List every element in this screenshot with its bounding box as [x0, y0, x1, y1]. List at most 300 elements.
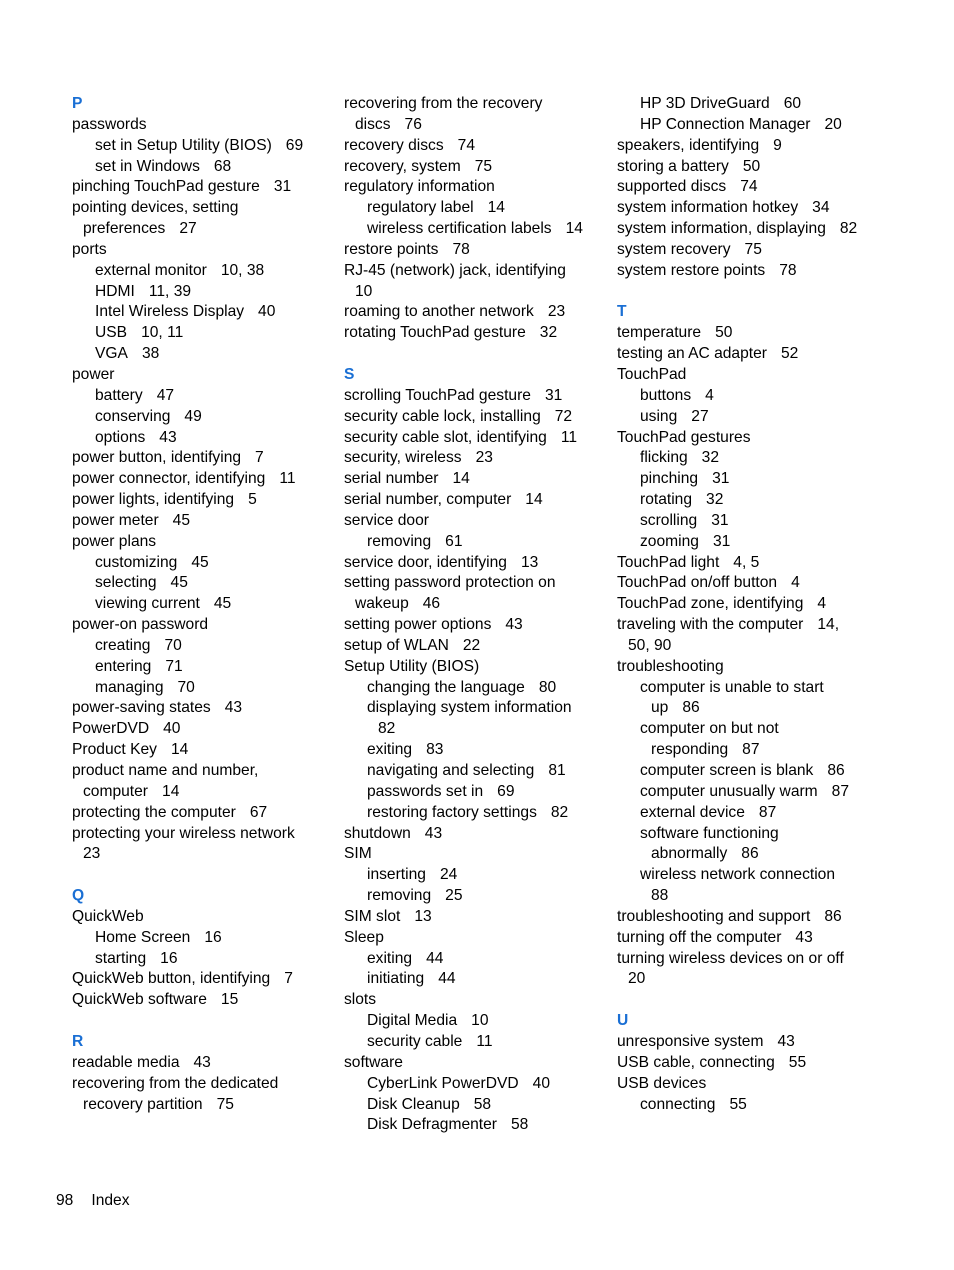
index-term: changing the language — [367, 678, 525, 696]
page-reference: 75 — [216, 1095, 234, 1113]
index-entry — [344, 928, 616, 949]
index-subentry — [617, 1095, 897, 1116]
index-term: TouchPad light — [617, 553, 720, 571]
index-subentry — [617, 761, 897, 782]
index-entry — [344, 177, 616, 198]
index-entry — [617, 323, 897, 344]
index-entry — [617, 219, 897, 240]
index-term: security cable — [367, 1032, 463, 1050]
index-term: selecting — [95, 574, 157, 592]
page-reference: 86 — [741, 845, 759, 863]
index-column-1 — [72, 94, 344, 1115]
index-subentry — [72, 261, 344, 282]
index-subentry — [344, 949, 616, 970]
index-term: turning off the computer — [617, 928, 782, 946]
page-reference: 87 — [758, 803, 777, 821]
page-reference: 43 — [159, 428, 177, 446]
page-reference: 43 — [795, 928, 813, 946]
page-reference: 45 — [191, 553, 209, 571]
index-subentry — [344, 782, 616, 803]
page-reference: 32 — [539, 324, 558, 342]
index-term: product name and number, — [72, 762, 259, 779]
index-subentry — [617, 386, 897, 407]
index-term: shutdown — [344, 824, 411, 842]
index-term: PowerDVD — [72, 720, 150, 738]
page-reference: 45 — [170, 574, 188, 592]
index-subentry — [72, 157, 344, 178]
index-term: HDMI — [95, 282, 135, 300]
index-entry — [344, 302, 616, 323]
index-subentry — [344, 969, 616, 990]
page-reference: 74 — [740, 178, 758, 196]
page-reference: 45 — [213, 595, 232, 613]
page-reference: 23 — [475, 449, 493, 467]
index-term: system restore points — [617, 261, 766, 279]
index-entry — [344, 157, 616, 178]
index-term: power — [72, 365, 115, 383]
index-subentry — [72, 678, 344, 699]
page-reference: 43 — [193, 1053, 211, 1071]
index-entry-continuation — [617, 886, 897, 907]
index-entry-continuation — [72, 219, 344, 240]
index-term: software — [344, 1053, 403, 1071]
index-entry — [617, 1074, 897, 1095]
index-term: recovering from the dedicated — [72, 1074, 279, 1092]
page-reference: 7 — [255, 449, 264, 467]
page-reference: 49 — [184, 407, 202, 425]
index-subentry — [617, 511, 897, 532]
index-term: wireless network connection — [640, 866, 836, 884]
index-term: customizing — [95, 553, 178, 571]
index-term: discs — [355, 115, 391, 133]
index-term: security cable lock, installing — [344, 407, 541, 425]
page-reference: 10, 11 — [141, 324, 184, 342]
index-term: temperature — [617, 324, 702, 342]
index-term: removing — [367, 532, 432, 550]
page-number: 98 — [56, 1192, 74, 1209]
index-entry — [617, 553, 897, 574]
index-entry — [617, 198, 897, 219]
index-entry-continuation — [617, 740, 897, 761]
index-term: traveling with the computer — [617, 616, 804, 634]
index-entry — [617, 573, 897, 594]
index-letter-heading: U — [617, 1012, 629, 1030]
page-reference: 5 — [248, 491, 257, 509]
index-subentry — [344, 865, 616, 886]
index-subentry — [344, 678, 616, 699]
index-term: regulatory label — [367, 199, 474, 217]
index-entry — [344, 469, 616, 490]
index-entry-continuation — [344, 719, 616, 740]
index-subentry — [617, 865, 897, 886]
index-term: QuickWeb software — [72, 991, 207, 1009]
index-term: readable media — [72, 1053, 180, 1071]
index-term: computer unusually warm — [640, 782, 818, 800]
page-reference: 75 — [474, 157, 493, 175]
index-entry — [617, 594, 897, 615]
index-entry — [344, 407, 616, 428]
index-term: restoring factory settings — [367, 803, 537, 821]
index-entry-continuation — [72, 1095, 344, 1116]
index-term: pointing devices, setting — [72, 199, 239, 217]
index-term: HP Connection Manager — [640, 115, 811, 133]
page-reference: 60 — [783, 95, 802, 112]
index-subentry — [72, 573, 344, 594]
page-reference: 43 — [424, 824, 443, 842]
index-entry — [344, 990, 616, 1011]
index-term: entering — [95, 657, 152, 675]
index-entry — [344, 844, 616, 865]
index-entry-continuation — [344, 115, 616, 136]
index-term: external device — [640, 803, 745, 821]
page-reference: 87 — [742, 741, 760, 759]
page-reference: 58 — [473, 1095, 492, 1113]
index-term: system information, displaying — [617, 220, 826, 238]
index-entry — [72, 615, 344, 636]
index-term: passwords — [72, 115, 147, 133]
index-term: navigating and selecting — [367, 762, 535, 779]
index-subentry — [617, 115, 897, 136]
index-entry — [617, 177, 897, 198]
section-spacer — [617, 990, 897, 1011]
index-term: zooming — [640, 532, 699, 550]
index-subentry — [344, 698, 616, 719]
index-term: troubleshooting and support — [617, 907, 811, 925]
index-entry — [617, 157, 897, 178]
page-reference: 69 — [285, 136, 304, 154]
page-reference: 86 — [824, 907, 842, 925]
index-subentry — [344, 1074, 616, 1095]
index-term: 23 — [83, 845, 101, 863]
page-reference: 13 — [520, 553, 539, 571]
index-term: Disk Cleanup — [367, 1095, 460, 1113]
index-entry — [344, 240, 616, 261]
page-reference: 14, — [817, 616, 840, 634]
index-subentry — [344, 1115, 616, 1136]
index-term: protecting your wireless network — [72, 824, 295, 842]
index-subentry — [344, 1032, 616, 1053]
index-entry — [72, 740, 344, 761]
index-term: 88 — [651, 887, 669, 905]
page-reference: 4 — [705, 386, 714, 404]
index-entry-continuation — [617, 698, 897, 719]
index-term: security cable slot, identifying — [344, 428, 547, 446]
index-term: Disk Defragmenter — [367, 1116, 497, 1134]
page-reference: 76 — [404, 115, 422, 133]
index-term: SIM slot — [344, 907, 401, 925]
index-term: power plans — [72, 532, 157, 550]
index-letter-heading: S — [344, 365, 355, 383]
index-term: power button, identifying — [72, 449, 242, 467]
index-term: SIM — [344, 845, 372, 863]
index-term: slots — [344, 991, 377, 1009]
page-reference: 32 — [701, 449, 720, 467]
index-subentry — [617, 719, 897, 740]
index-entry — [617, 615, 897, 636]
section-spacer — [617, 282, 897, 303]
index-entry — [344, 323, 616, 344]
page-reference: 31 — [712, 470, 730, 488]
page-reference: 16 — [160, 949, 178, 967]
page-reference: 55 — [729, 1095, 747, 1113]
index-entry — [72, 198, 344, 219]
page-reference: 87 — [831, 782, 850, 800]
page-reference: 24 — [439, 866, 458, 884]
index-subentry — [344, 532, 616, 553]
index-column-3 — [617, 94, 897, 1115]
index-entry — [72, 698, 344, 719]
index-entry — [72, 469, 344, 490]
index-subentry — [617, 803, 897, 824]
index-subentry — [617, 94, 897, 115]
index-term: displaying system information — [367, 699, 572, 717]
page-reference: 4 — [791, 574, 800, 592]
index-subentry — [344, 740, 616, 761]
page-reference: 4, 5 — [733, 553, 760, 571]
index-term: Sleep — [344, 928, 384, 946]
index-subentry — [617, 407, 897, 428]
index-term: inserting — [367, 866, 426, 884]
index-term: TouchPad zone, identifying — [617, 595, 804, 613]
page-reference: 71 — [165, 657, 183, 675]
page-reference: 4 — [817, 595, 827, 613]
index-entry — [344, 261, 616, 282]
index-term: USB cable, connecting — [617, 1053, 775, 1071]
page-reference: 31 — [544, 386, 563, 404]
index-entry — [72, 532, 344, 553]
index-term: system information hotkey — [617, 199, 799, 217]
page-reference: 23 — [547, 303, 566, 321]
index-entry — [344, 636, 616, 657]
page-reference: 78 — [779, 261, 797, 279]
index-term: recovery partition — [83, 1095, 203, 1113]
index-subentry — [72, 407, 344, 428]
index-term: HP 3D DriveGuard — [640, 95, 770, 112]
page-reference: 11 — [279, 470, 296, 488]
index-term: rotating TouchPad gesture — [344, 324, 526, 342]
index-subentry — [617, 678, 897, 699]
page-reference: 34 — [812, 199, 830, 217]
index-entry — [617, 1032, 897, 1053]
index-entry — [72, 824, 344, 845]
index-entry — [344, 615, 616, 636]
index-term: exiting — [367, 741, 413, 759]
index-term: creating — [95, 636, 151, 654]
page-reference: 22 — [462, 636, 481, 654]
index-entry — [344, 907, 616, 928]
index-term: RJ-45 (network) jack, identifying — [344, 261, 566, 279]
index-term: recovery, system — [344, 157, 461, 175]
index-term: CyberLink PowerDVD — [367, 1074, 519, 1092]
index-entry — [72, 969, 344, 990]
index-term: computer is unable to start — [640, 678, 824, 696]
index-term: storing a battery — [617, 157, 729, 175]
index-term: external monitor — [95, 261, 207, 279]
index-entry — [344, 573, 616, 594]
index-term: removing — [367, 887, 432, 905]
index-term: service door — [344, 511, 429, 529]
index-entry — [344, 136, 616, 157]
index-entry — [344, 824, 616, 845]
index-entry — [72, 177, 344, 198]
index-term: responding — [651, 741, 729, 759]
section-spacer — [72, 865, 344, 886]
index-term: 20 — [628, 970, 646, 988]
index-term: Home Screen — [95, 928, 191, 946]
index-entry — [344, 448, 616, 469]
index-entry — [344, 94, 616, 115]
index-term: USB — [95, 324, 128, 342]
index-entry — [617, 428, 897, 449]
page-reference: 82 — [550, 803, 569, 821]
index-term: software functioning — [640, 824, 779, 842]
index-entry — [344, 553, 616, 574]
index-term: flicking — [640, 449, 688, 467]
index-entry — [344, 490, 616, 511]
index-term: Product Key — [72, 741, 157, 759]
page-reference: 72 — [554, 407, 573, 425]
index-term: system recovery — [617, 240, 731, 258]
index-subentry — [72, 344, 344, 365]
index-entry — [617, 907, 897, 928]
index-term: power-on password — [72, 616, 209, 634]
index-term: set in Setup Utility (BIOS) — [95, 136, 272, 154]
index-entry — [72, 907, 344, 928]
index-entry — [617, 928, 897, 949]
index-subentry — [617, 782, 897, 803]
page-reference: 40 — [532, 1074, 551, 1092]
index-subentry — [72, 282, 344, 303]
index-term: troubleshooting — [617, 657, 724, 675]
index-term: conserving — [95, 407, 171, 425]
index-term: computer — [83, 782, 149, 800]
index-term: Digital Media — [367, 1012, 458, 1030]
index-entry — [344, 511, 616, 532]
index-entry-continuation — [72, 782, 344, 803]
page-reference: 44 — [438, 970, 456, 988]
index-term: preferences — [83, 220, 166, 238]
index-term: pinching TouchPad gesture — [72, 178, 260, 196]
index-entry-continuation — [344, 594, 616, 615]
index-term: USB devices — [617, 1074, 707, 1092]
page-reference: 9 — [773, 136, 782, 154]
index-subentry — [617, 469, 897, 490]
index-term: security, wireless — [344, 449, 462, 467]
index-term: recovery discs — [344, 136, 444, 154]
index-subentry — [344, 198, 616, 219]
index-term: 50, 90 — [628, 636, 672, 654]
page-reference: 74 — [457, 136, 476, 154]
index-entry — [617, 240, 897, 261]
index-entry — [617, 657, 897, 678]
index-term: regulatory information — [344, 178, 495, 196]
page-reference: 38 — [141, 345, 160, 363]
index-term: initiating — [367, 970, 425, 988]
page-reference: 70 — [164, 636, 182, 654]
page-reference: 69 — [497, 782, 515, 800]
page-reference: 43 — [777, 1032, 795, 1050]
index-entry — [72, 365, 344, 386]
index-term: service door, identifying — [344, 553, 507, 571]
index-term: power connector, identifying — [72, 470, 266, 488]
index-term: pinching — [640, 470, 699, 488]
index-entry — [617, 365, 897, 386]
index-term: passwords set in — [367, 782, 484, 800]
index-subentry — [72, 594, 344, 615]
index-entry — [72, 990, 344, 1011]
index-term: serial number, computer — [344, 491, 512, 509]
index-subentry — [344, 886, 616, 907]
index-term: exiting — [367, 949, 413, 967]
index-term: VGA — [95, 345, 128, 363]
index-letter-heading: P — [72, 95, 83, 112]
index-entry — [617, 261, 897, 282]
index-term: recovering from the recovery — [344, 95, 543, 112]
page-reference: 14 — [170, 741, 189, 759]
page-reference: 14 — [162, 782, 180, 800]
index-term: unresponsive system — [617, 1032, 764, 1050]
page-reference: 7 — [284, 970, 293, 988]
page-reference: 82 — [839, 220, 858, 238]
index-subentry — [72, 386, 344, 407]
index-entry — [72, 1053, 344, 1074]
page-reference: 40 — [258, 303, 276, 321]
page-reference: 11 — [560, 428, 578, 446]
index-term: turning wireless devices on or off — [617, 949, 844, 967]
index-subentry — [344, 1011, 616, 1032]
page-reference: 50 — [715, 324, 733, 342]
index-term: QuickWeb button, identifying — [72, 970, 271, 988]
index-subentry — [72, 928, 344, 949]
index-term: TouchPad gestures — [617, 428, 751, 446]
index-term: setup of WLAN — [344, 636, 449, 654]
page-reference: 16 — [204, 928, 222, 946]
index-term: scrolling — [640, 511, 698, 529]
page-reference: 32 — [706, 491, 724, 509]
page-reference: 80 — [538, 678, 557, 696]
index-entry-continuation — [72, 844, 344, 865]
index-term: rotating — [640, 491, 693, 509]
index-column-2 — [344, 94, 616, 1136]
index-term: Intel Wireless Display — [95, 303, 245, 321]
index-subentry — [617, 532, 897, 553]
index-subentry — [72, 636, 344, 657]
page-reference: 43 — [505, 616, 523, 634]
page-reference: 14 — [525, 491, 543, 509]
index-letter-heading: R — [72, 1032, 84, 1050]
index-entry — [344, 657, 616, 678]
index-subentry — [72, 949, 344, 970]
index-entry — [72, 1074, 344, 1095]
page-reference: 68 — [213, 157, 232, 175]
index-term: restore points — [344, 240, 439, 258]
page-reference: 25 — [445, 887, 463, 905]
page-reference: 46 — [422, 595, 441, 613]
index-term: power-saving states — [72, 699, 211, 717]
page-reference: 47 — [156, 386, 175, 404]
index-term: 10 — [355, 282, 373, 300]
page-reference: 27 — [691, 407, 709, 425]
index-subentry — [617, 490, 897, 511]
index-entry — [617, 344, 897, 365]
index-term: battery — [95, 386, 143, 404]
index-term: set in Windows — [95, 157, 200, 175]
index-subentry — [72, 553, 344, 574]
index-term: protecting the computer — [72, 803, 236, 821]
index-term: connecting — [640, 1095, 716, 1113]
index-term: Setup Utility (BIOS) — [344, 657, 480, 675]
index-letter-heading: T — [617, 303, 627, 321]
